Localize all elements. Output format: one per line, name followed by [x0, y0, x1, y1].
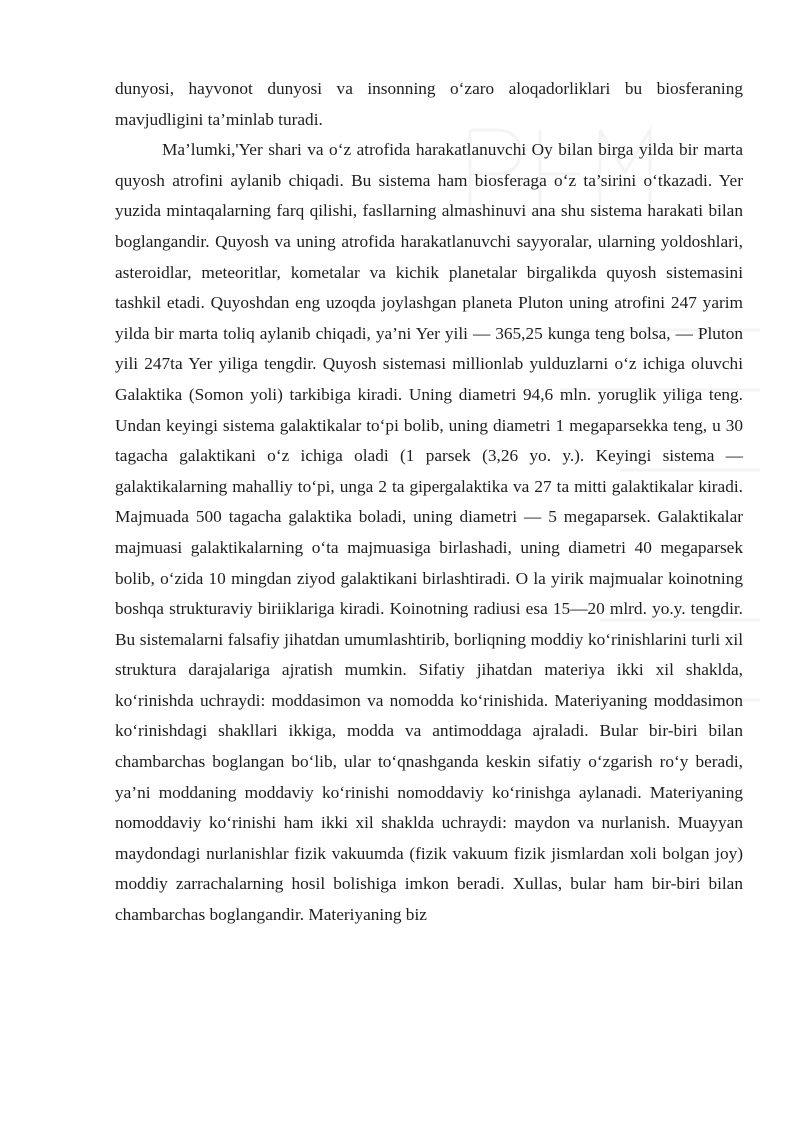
paragraph-2: Ma’lumki,'Yer shari va o‘z atrofida harakatlanuvchi Oy bilan birga yilda bir marta quyosh atrofini aylanib chiqadi. Bu sistema ham biosferaga o‘z ta’sirini o‘tkazadi. Yer yuzida mintaqalarning farq qilishi, fasllarning almashinuvi ana shu sistema harakati bilan boglangandir. Quyosh va uning atrofida harakatlanuvchi sayyoralar, ularning yoldoshlari, asteroidlar, meteoritlar, kometalar va kichik planetalar birgalikda quyosh sistemasini tashkil etadi. Quyoshdan eng uzoqda joylashgan planeta Pluton uning atrofini 247 yarim yilda bir marta toliq aylanib chiqadi, ya’ni Yer yili — 365,25 kunga teng bolsa, — Pluton yili 247ta Yer yiliga tengdir. Quyosh sistemasi millionlab yulduzlarni o‘z ichiga oluvchi Galaktika (Somon yoli) tarkibiga kiradi. Uning diametri 94,6 mln. yoruglik yiliga teng. Undan keyingi sistema galaktikalar to‘pi bolib, uning diametri 1 megaparsekka teng, u 30 tagacha galaktikani o‘z ichiga oladi (1 parsek (3,26 yo. y.). Keyingi sistema — galaktikalarning mahalliy to‘pi, unga 2 ta gipergalaktika va 27 ta mitti galaktikalar kiradi. Majmuada 500 tagacha galaktika boladi, uning diametri — 5 megaparsek. Galaktikalar majmuasi galaktikalarning o‘ta majmuasiga birlashadi, uning diametri 40 megaparsek bolib, o‘zida 10 mingdan ziyod galaktikani birlashtiradi. O la yirik majmualar koinotning boshqa strukturaviy biriiklariga kiradi. Koinotning radiusi esa 15—20 mlrd. yo.y. tengdir. Bu sistemalarni falsafiy jihatdan umumlashtirib, borliqning moddiy ko‘rinishlarini turli xil struktura darajalariga ajratish mumkin. Sifatiy jihatdan materiya ikki xil shaklda, ko‘rinishda uchraydi: moddasimon va nomodda ko‘rinishida. Materiyaning moddasimon ko‘rinishdagi shakllari ikkiga, modda va antimoddaga ajraladi. Bular bir-biri bilan chambarchas boglangan bo‘lib, ular to‘qnashganda keskin sifatiy o‘zgarish ro‘y beradi, ya’ni moddaning moddaviy ko‘rinishi nomoddaviy ko‘rinishga aylanadi. Materiyaning nomoddaviy ko‘rinishi ham ikki xil shaklda uchraydi: maydon va nurlanish. Muayyan maydondagi nurlanishlar fizik vakuumda (fizik vakuum fizik jismlardan xoli bolgan joy) moddiy zarrachalarning hosil bolishiga imkon beradi. Xullas, bular ham bir-biri bilan chambarchas boglangandir. Materiyaning biz — [115, 140, 743, 925]
paragraph-1: dunyosi, hayvonot dunyosi va insonning o‘zaro aloqadorliklari bu biosferaning mavjudligini ta’minlab turadi. — [115, 79, 743, 129]
document-page — [115, 74, 743, 931]
